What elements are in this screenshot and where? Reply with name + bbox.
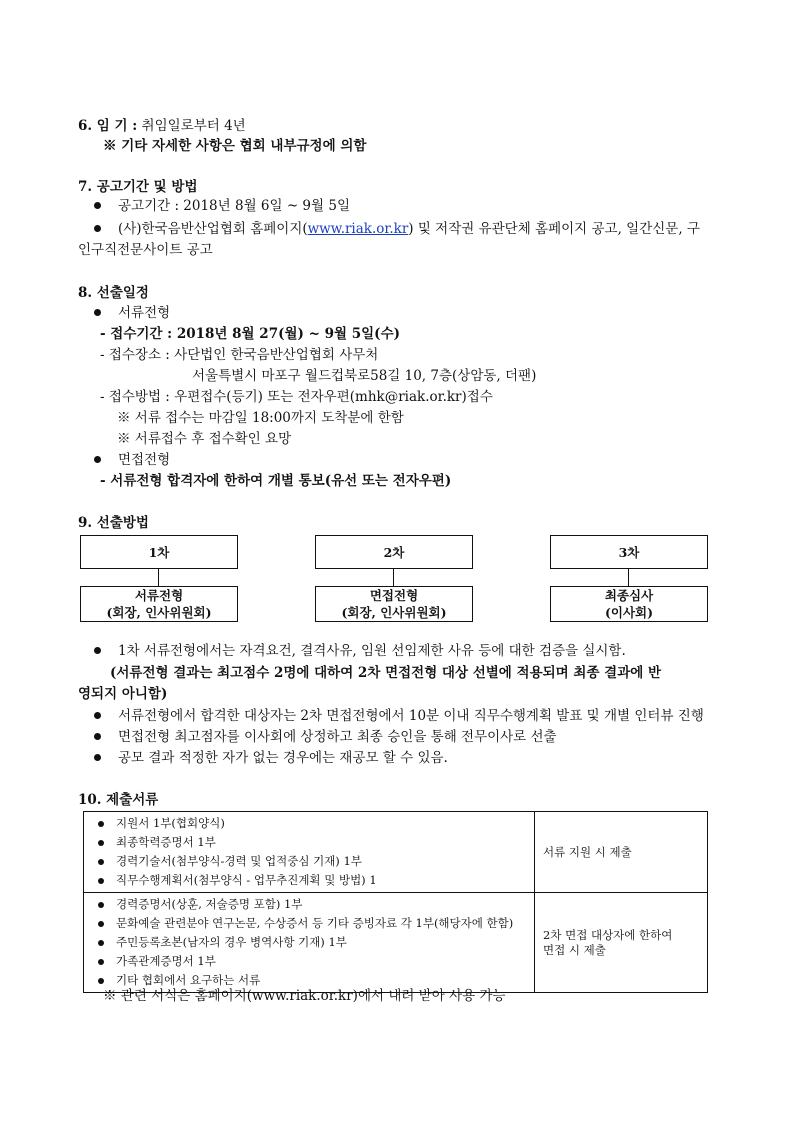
bullet-icon [94,225,101,232]
bullet-icon [94,733,101,740]
documents-list-cell [84,812,535,893]
document-item: 지원서 1부(협회양식) [92,814,534,833]
documents-row-application [84,812,708,893]
selection-bullet-2: 서류전형에서 합격한 대상자는 2차 면접전형에서 10분 이내 직무수행계획 발표 및 개별 인터뷰 진행 [118,708,704,724]
stage-1-box [80,535,238,569]
document-item: 최종학력증명서 1부 [92,833,534,852]
stage-1-detail-box [80,586,238,622]
document-item: 경력기술서(첨부양식-경력 및 업적중심 기재) 1부 [92,852,534,871]
selection-bullet-3: 면접전형 최고점자를 이사회에 상정하고 최종 승인을 통해 전무이사로 선출 [118,729,557,745]
documents-row-interview [84,893,708,993]
receipt-address: 서울특별시 마포구 월드컵북로58길 10, 7층(상암동, 더팬) [192,368,537,384]
bullet-icon [94,712,101,719]
stage-1-judges: (회장, 인사위원회) [106,605,212,620]
stage-1-type: 서류전형 [134,588,184,603]
document-item: 문화예술 관련분야 연구논문, 수상증서 등 기타 증빙자료 각 1부(해당자에 한함) [92,914,534,933]
document-item: 직무수행계획서(첨부양식 - 업무추진계획 및 방법) 1 [92,871,534,890]
stage-2-judges: (회장, 인사위원회) [341,605,447,620]
term-note: ※ 기타 자세한 사항은 협회 내부규정에 의함 [103,138,367,154]
submission-timing: 서류 지원 시 제출 [543,844,632,859]
documents-heading: 10. 제출서류 [78,792,159,808]
stage-1-label: 1차 [148,545,170,560]
stage-3-detail-box [550,586,708,622]
stage-3-judges: (이사회) [604,605,654,620]
stage-3-type: 최종심사 [604,588,654,603]
document-item: 경력증명서(상훈, 저술증명 포함) 1부 [92,895,534,914]
notice-method [118,220,700,238]
stage-1-connector [158,569,159,586]
notice-heading: 7. 공고기간 및 방법 [78,179,198,195]
notice-method-post: ) 및 저작권 유관단체 홈페이지 공고, 일간신문, 구 [408,221,700,237]
stage-2-label: 2차 [383,545,405,560]
stage-2-type: 면접전형 [369,588,419,603]
submission-timing-cell [535,893,708,993]
stage-2-detail-box [315,586,473,622]
stage-2-box [315,535,473,569]
selection-bullet-1: 1차 서류전형에서는 자격요건, 결격사유, 임원 선임제한 사유 등에 대한 검증을 실시함. [118,643,626,659]
interview-note: - 서류전형 합격자에 한하여 개별 통보(유선 또는 전자우편) [100,473,452,489]
doc-screening-title: 서류전형 [118,305,171,321]
notice-method-pre: (사)한국음반산업협회 홈페이지( [118,221,308,237]
submission-timing: 2차 면접 대상자에 한하여 [543,927,673,942]
document-item: 기타 협회에서 요구하는 서류 [92,971,534,990]
receipt-method: - 접수방법 : 우편접수(등기) 또는 전자우편(mhk@riak.or.kr)접수 [100,389,493,405]
term-text: 취임일로부터 4년 [137,118,246,134]
receipt-note-1: ※ 서류 접수는 마감일 18:00까지 도착분에 한함 [117,410,404,426]
stage-2-connector [393,569,394,586]
schedule-heading: 8. 선출일정 [78,285,149,301]
bullet-icon [94,309,101,316]
documents-list-cell [84,893,535,993]
riak-website-link[interactable]: www.riak.or.kr [307,221,409,237]
term-heading: 6. 임 기 : [78,118,138,134]
submission-timing-cell [535,812,708,893]
interview-title: 면접전형 [118,452,171,468]
notice-period: 공고기간 : 2018년 8월 6일 ~ 9월 5일 [118,198,350,214]
bullet-icon [94,202,101,209]
receipt-place: - 접수장소 : 사단법인 한국음반산업협회 사무처 [100,347,379,363]
bullet-icon [94,754,101,761]
term-line [78,117,246,135]
selection-bullet-1-note-cont: 영되지 아니함) [78,686,168,702]
selection-bullet-1-note: (서류전형 결과는 최고점수 2명에 대하여 2차 면접전형 대상 선별에 적용되며 최종 결과에 반 [110,665,662,681]
receipt-period: - 접수기간 : 2018년 8월 27(월) ~ 9월 5일(수) [100,326,400,342]
bullet-icon [94,647,101,654]
stage-3-box [550,535,708,569]
selection-bullet-4: 공모 결과 적정한 자가 없는 경우에는 재공모 할 수 있음. [118,750,448,766]
receipt-note-2: ※ 서류접수 후 접수확인 요망 [117,431,292,447]
document-item: 가족관계증명서 1부 [92,952,534,971]
stage-3-connector [628,569,629,586]
notice-method-cont: 인구직전문사이트 공고 [78,242,213,258]
document-item: 주민등록초본(남자의 경우 병역사항 기재) 1부 [92,933,534,952]
documents-footnote: ※ 관련 서식은 홈페이지(www.riak.or.kr)에서 내려 받아 사용 가능 [103,988,506,1004]
selection-heading: 9. 선출방법 [78,515,149,531]
stage-3-label: 3차 [618,545,640,560]
documents-table [83,811,708,993]
submission-timing-cont: 면접 시 제출 [543,942,606,957]
bullet-icon [94,456,101,463]
